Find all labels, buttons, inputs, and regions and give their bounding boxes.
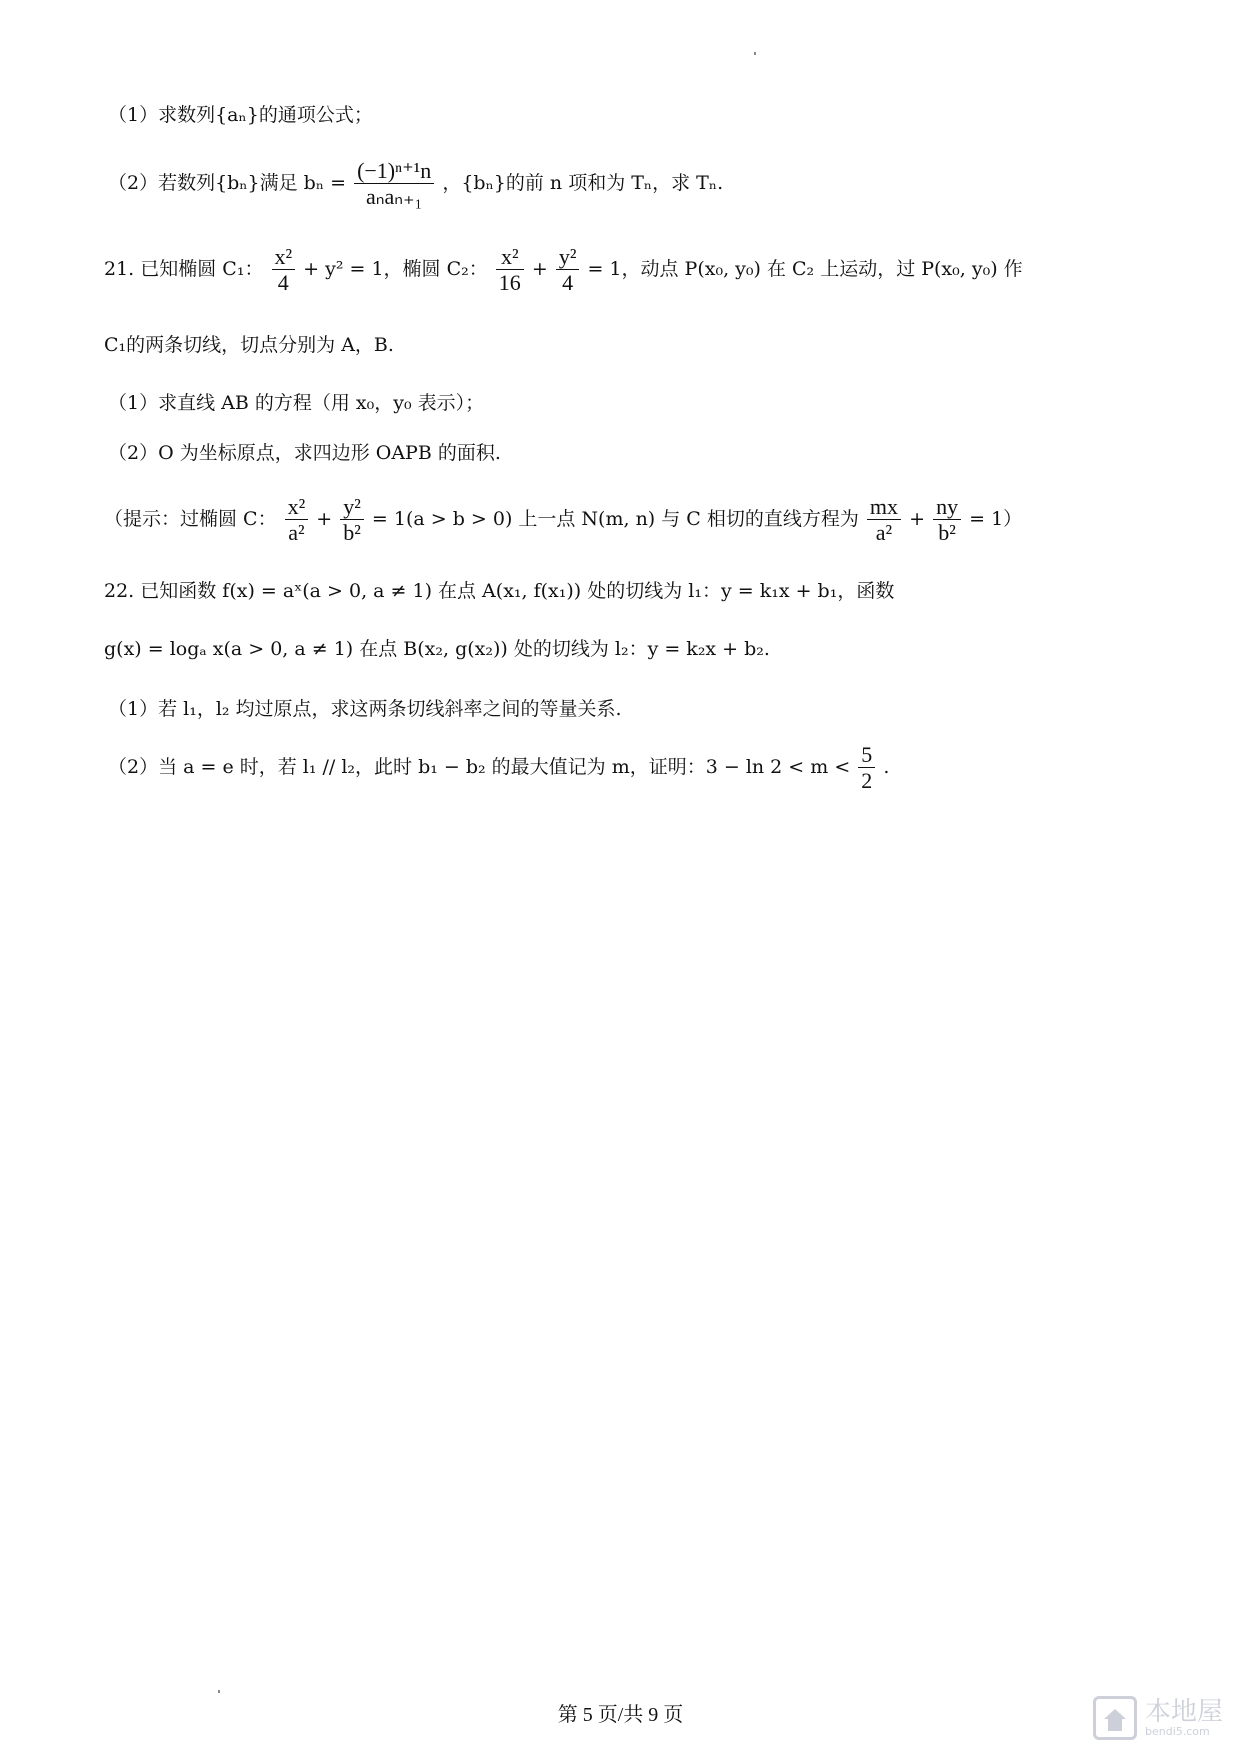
- q21-line1-pre: 21. 已知椭圆 C₁：: [104, 257, 264, 280]
- hint-frac-num-y: y²: [343, 494, 361, 519]
- c1-post: + y² = 1，椭圆 C₂：: [303, 257, 488, 280]
- q21-part2: （2）O 为坐标原点，求四边形 OAPB 的面积.: [108, 442, 501, 464]
- hint-pre: （提示：过椭圆 C：: [104, 507, 277, 530]
- hint-fraction-y: [340, 494, 364, 546]
- q20-frac-den: aₙaₙ₊₁: [366, 184, 423, 210]
- plus-sign: +: [909, 507, 926, 530]
- q20-part1: （1）求数列{aₙ}的通项公式；: [108, 104, 373, 126]
- hint-mid: = 1(a > b > 0) 上一点 N(m, n) 与 C 相切的直线方程为: [371, 507, 859, 530]
- q20-part2-post: ，{bₙ}的前 n 项和为 Tₙ，求 Tₙ.: [442, 171, 724, 194]
- hint-frac-num-mx: mx: [869, 494, 899, 519]
- hint-frac-num-x: x²: [287, 494, 306, 519]
- q20-part2-pre: （2）若数列{bₙ}满足 bₙ =: [108, 171, 347, 194]
- c2-fraction-y: [556, 244, 580, 296]
- q22-part1: （1）若 l₁，l₂ 均过原点，求这两条切线斜率之间的等量关系.: [108, 698, 622, 720]
- q22-line1: 22. 已知函数 f(x) = aˣ(a > 0, a ≠ 1) 在点 A(x₁, f(x₁)) 处的切线为 l₁：y = k₁x + b₁，函数: [104, 580, 895, 602]
- q21-hint: [104, 494, 1022, 546]
- plus-sign: +: [531, 257, 548, 280]
- scan-speck: [754, 52, 756, 55]
- q22-part2: [108, 742, 889, 794]
- c2-frac-num-y: y²: [558, 244, 577, 269]
- q21-line1-post: = 1，动点 P(x₀, y₀) 在 C₂ 上运动，过 P(x₀, y₀) 作: [587, 257, 1023, 280]
- five-halves-fraction: [858, 742, 875, 794]
- c2-frac-den-x: 16: [498, 270, 521, 296]
- hint-fraction-ny: [933, 494, 961, 546]
- c1-frac-den: 4: [277, 270, 289, 296]
- q21-part1: （1）求直线 AB 的方程（用 x₀，y₀ 表示）；: [108, 392, 485, 414]
- watermark-name: 本地屋: [1144, 1696, 1223, 1727]
- hint-frac-den-mx: a²: [875, 520, 893, 546]
- c2-fraction-x: [496, 244, 524, 296]
- frac-num-5: 5: [861, 742, 873, 767]
- hint-post: = 1）: [969, 507, 1023, 530]
- q20-part2: [108, 158, 723, 210]
- hint-frac-num-ny: ny: [936, 494, 959, 519]
- q21-line1: [104, 244, 1023, 296]
- hint-fraction-x: [285, 494, 309, 546]
- plus-sign: +: [316, 507, 333, 530]
- house-logo-icon: [1093, 1696, 1137, 1740]
- watermark: [1093, 1696, 1223, 1740]
- q22-line2: g(x) = logₐ x(a > 0, a ≠ 1) 在点 B(x₂, g(x₂)) 处的切线为 l₂：y = k₂x + b₂.: [104, 638, 770, 660]
- frac-den-2: 2: [861, 768, 873, 794]
- scan-speck: [218, 1690, 220, 1693]
- q20-frac-num: (−1)ⁿ⁺¹n: [357, 158, 432, 183]
- hint-fraction-mx: [867, 494, 901, 546]
- watermark-url: bendi5.com: [1144, 1725, 1210, 1739]
- c2-frac-num-x: x²: [500, 244, 519, 269]
- hint-frac-den-y: b²: [343, 520, 361, 546]
- q22-part2-pre: （2）当 a = e 时，若 l₁ // l₂，此时 b₁ − b₂ 的最大值记为 m，证明：3 − ln 2 < m <: [108, 755, 851, 778]
- q21-line2: C₁的两条切线，切点分别为 A，B.: [104, 334, 394, 356]
- c1-frac-num: x²: [274, 244, 293, 269]
- c1-fraction: [272, 244, 296, 296]
- q22-part2-post: .: [883, 755, 890, 778]
- watermark-text: [1145, 1698, 1223, 1739]
- page-number: 第 5 页/共 9 页: [557, 1704, 684, 1726]
- q20-bn-fraction: [354, 158, 434, 210]
- hint-frac-den-ny: b²: [938, 520, 956, 546]
- c2-frac-den-y: 4: [562, 270, 574, 296]
- hint-frac-den-x: a²: [288, 520, 305, 546]
